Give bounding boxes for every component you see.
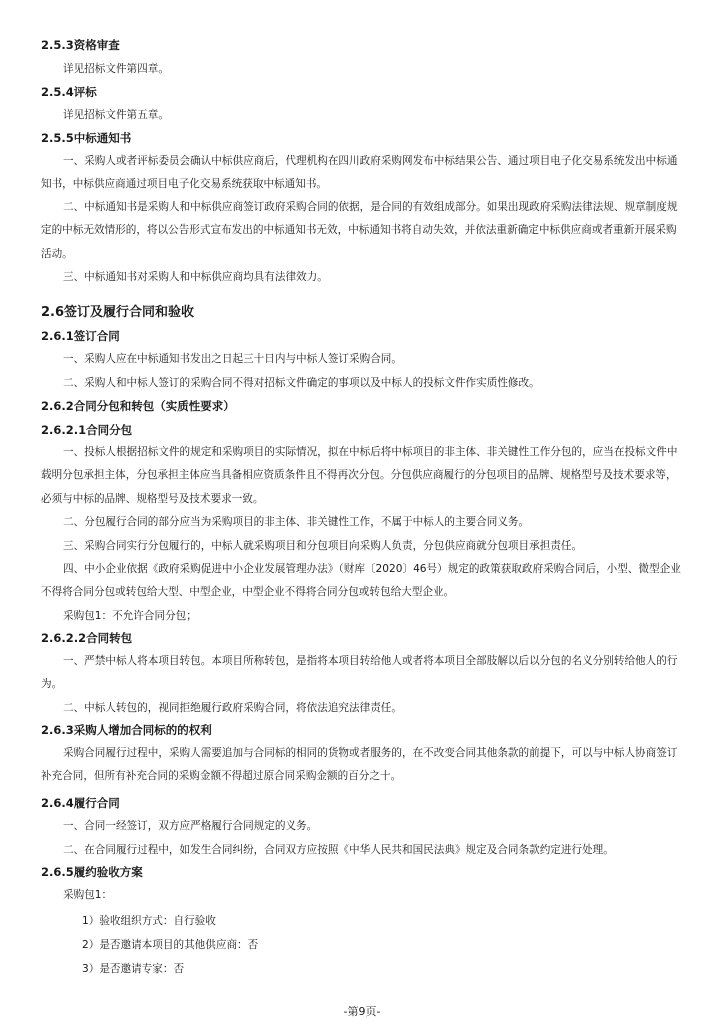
heading-2-5-3: 2.5.3资格审查 (41, 38, 120, 52)
paragraph: 采购合同履行过程中，采购人需要追加与合同标的相同的货物或者服务的，在不改变合同其他条款的前提下，可以与中标人协商签订补充合同，但所有补充合同的采购金额不得超过原合同采购金额的百分之十。 (41, 747, 678, 783)
paragraph: 二、在合同履行过程中，如发生合同纠纷，合同双方应按照《中华人民共和国民法典》规定及合同条款约定进行处理。 (63, 844, 614, 856)
paragraph: 一、采购人应在中标通知书发出之日起三十日内与中标人签订采购合同。 (63, 353, 402, 365)
heading-2-6-2-1: 2.6.2.1合同分包 (41, 423, 133, 437)
paragraph: 三、中标通知书对采购人和中标供应商均具有法律效力。 (63, 271, 328, 283)
list-item: 3）是否邀请专家：否 (82, 963, 185, 975)
paragraph: 二、采购人和中标人签订的采购合同不得对招标文件确定的事项以及中标人的投标文件作实质性修改。 (63, 377, 540, 389)
paragraph: 采购包1： (63, 889, 113, 901)
heading-2-6-2-2: 2.6.2.2合同转包 (41, 631, 133, 645)
heading-2-6-1: 2.6.1签订合同 (41, 329, 120, 343)
paragraph: 二、分包履行合同的部分应当为采购项目的非主体、非关键性工作，不属于中标人的主要合同义务。 (63, 516, 530, 528)
paragraph: 二、中标人转包的，视同拒绝履行政府采购合同，将依法追究法律责任。 (63, 702, 402, 714)
paragraph: 一、采购人或者评标委员会确认中标供应商后，代理机构在四川政府采购网发布中标结果公告、通过项目电子化交易系统发出中标通知书，中标供应商通过项目电子化交易系统获取中标通知书。 (41, 155, 678, 191)
list-item: 2）是否邀请本项目的其他供应商：否 (82, 939, 259, 951)
page-number: -第9页- (343, 1005, 381, 1018)
paragraph: 三、采购合同实行分包履行的，中标人就采购项目和分包项目向采购人负责，分包供应商就分包项目承担责任。 (63, 540, 583, 552)
list-item: 1）验收组织方式：自行验收 (82, 915, 216, 927)
paragraph: 详见招标文件第四章。 (63, 63, 169, 75)
heading-2-6-3: 2.6.3采购人增加合同标的的权利 (41, 723, 212, 737)
heading-2-5-4: 2.5.4评标 (41, 85, 97, 99)
heading-2-6-5: 2.6.5履约验收方案 (41, 865, 143, 879)
paragraph: 详见招标文件第五章。 (63, 109, 169, 121)
paragraph: 二、中标通知书是采购人和中标供应商签订政府采购合同的依据，是合同的有效组成部分。如果出现政府采购法律法规、规章制度规定的中标无效情形的，将以公告形式宣布发出的中标通知书无效，中标通知书将自动失效，并依法重新确定中标供应商或者重新开展采购活动。 (41, 201, 678, 260)
paragraph: 一、严禁中标人将本项目转包。本项目所称转包，是指将本项目转给他人或者将本项目全部肢解以后以分包的名义分别转给他人的行为。 (41, 655, 678, 691)
paragraph: 一、合同一经签订，双方应严格履行合同规定的义务。 (63, 820, 318, 832)
paragraph: 采购包1：不允许合同分包； (63, 610, 197, 622)
heading-2-5-5: 2.5.5中标通知书 (41, 131, 132, 145)
heading-2-6-2: 2.6.2合同分包和转包（实质性要求） (41, 399, 235, 413)
paragraph: 一、投标人根据招标文件的规定和采购项目的实际情况，拟在中标后将中标项目的非主体、非关键性工作分包的，应当在投标文件中载明分包承担主体，分包承担主体应当具备相应资质条件且不得再次分包。分包供应商履行的分包项目的品牌、规格型号及技术要求等，必须与中标的品牌、规格型号及技术要求一致。 (41, 446, 678, 505)
paragraph: 四、中小企业依据《政府采购促进中小企业发展管理办法》（财库〔2020〕46号）规定的政策获取政府采购合同后，小型、微型企业不得将合同分包或转包给大型、中型企业，中型企业不得将合同分包或转包给大型企业。 (41, 563, 681, 599)
heading-2-6: 2.6签订及履行合同和验收 (41, 305, 195, 320)
heading-2-6-4: 2.6.4履行合同 (41, 796, 120, 810)
